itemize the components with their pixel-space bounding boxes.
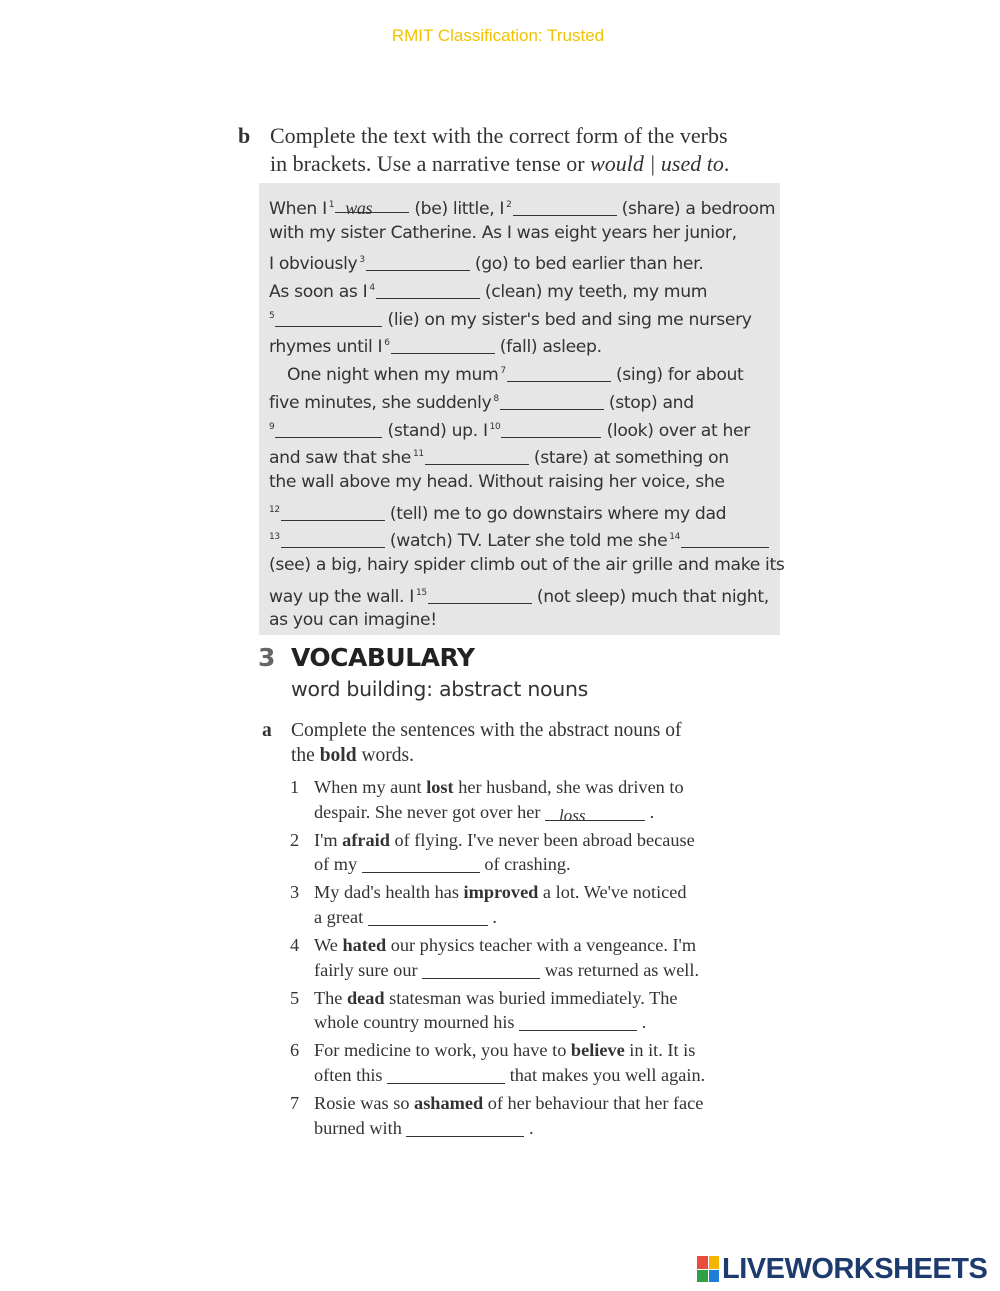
exercise-b-instruction [240,122,800,178]
answer-gap[interactable] [362,856,480,873]
list-item: 4 We hated our physics teacher with a vengeance. I'm fairly sure our was returned as well. [290,935,700,980]
answer-gap-15[interactable] [428,586,532,604]
answer-gap-11[interactable] [425,447,529,465]
answer-gap-13[interactable] [281,530,385,548]
exercise-letter: b [238,123,251,148]
answer-gap[interactable]: loss [545,804,645,821]
section-number: 3 [258,643,276,672]
sentence-list [290,775,770,1144]
classification-label: RMIT Classification: Trusted [391,26,605,45]
answer-gap-3[interactable] [366,253,470,271]
answer-gap-4[interactable] [376,281,480,299]
exercise-a-instruction: a Complete the sentences with the abstract nouns of the bold words. [262,720,682,766]
liveworksheets-brand [697,1253,987,1285]
answer-gap-1[interactable]: was [335,195,409,213]
list-item: 6 For medicine to work, you have to believe in it. It is often this that makes you well again. [290,1040,706,1085]
instruction-line-1: Complete the text with the correct form of the verbs [270,123,728,148]
answer-gap[interactable] [422,962,540,979]
answer-gap-9[interactable] [275,420,382,438]
list-item: 2 I'm afraid of flying. I've never been abroad because of my of crashing. [290,829,695,875]
story-text: When I $^1$ was (be) little, I $^2$ (share) a bedroom with my sister Catherine. As I was eight years her junior, I obviously $^3$ (go) to bed earlier than her. As soon as I $^4$ (clean) my teeth, my mum $^5$ (lie) on my sister's bed and sing me nursery rhymes until I $^6$ (fall) asleep. One night when my mum $^7$ (sing) for about five minutes, she suddenly $^8$ (stop) and $^9$ (stand) up. I $^{10}$ (look) over at her and saw that she $^{11}$ (stare) at something on the wall above my head. Without raising her voice, she $^{12}$ (tell) me to go downstairs where my dad $^{13}$ (watch) TV. Later she told me she $^{14}$ (see) a big, hairy spider climb out of the air grille and make its way up the wall. I $^{15}$ (not sleep) much that night, as you can imagine! [269,192,799,635]
liveworksheets-logo-icon [697,1256,719,1282]
answer-gap-12[interactable] [281,503,385,521]
answer-gap[interactable] [406,1120,524,1137]
brand-name: LIVEWORKSHEETS [722,1252,988,1285]
answer-gap-7[interactable] [507,364,611,382]
instruction-line-2: in brackets. Use a narrative tense or would | used to. [270,151,730,176]
answer-gap[interactable] [387,1067,505,1084]
list-item: 5 The dead statesman was buried immediately. The whole country mourned his . [290,987,678,1033]
section-subtitle: word building: abstract nouns [291,677,589,701]
section-title: VOCABULARY [291,643,475,672]
list-item: 1 When my aunt lost her husband, she was driven to despair. She never got over her loss . [290,777,684,825]
answer-gap[interactable] [368,909,488,926]
answer-gap-14[interactable] [681,530,769,548]
answer-gap-10[interactable] [501,420,601,438]
exercise-letter: a [262,720,272,741]
answer-gap-6[interactable] [391,336,495,354]
answer-gap-5[interactable] [275,309,382,327]
answer-gap[interactable] [519,1014,637,1031]
answer-gap-2[interactable] [513,198,617,216]
answer-gap-8[interactable] [500,392,604,410]
list-item: 7 Rosie was so ashamed of her behaviour that her face burned with . [290,1093,704,1138]
list-item: 3 My dad's health has improved a lot. We've noticed a great . [290,882,687,927]
